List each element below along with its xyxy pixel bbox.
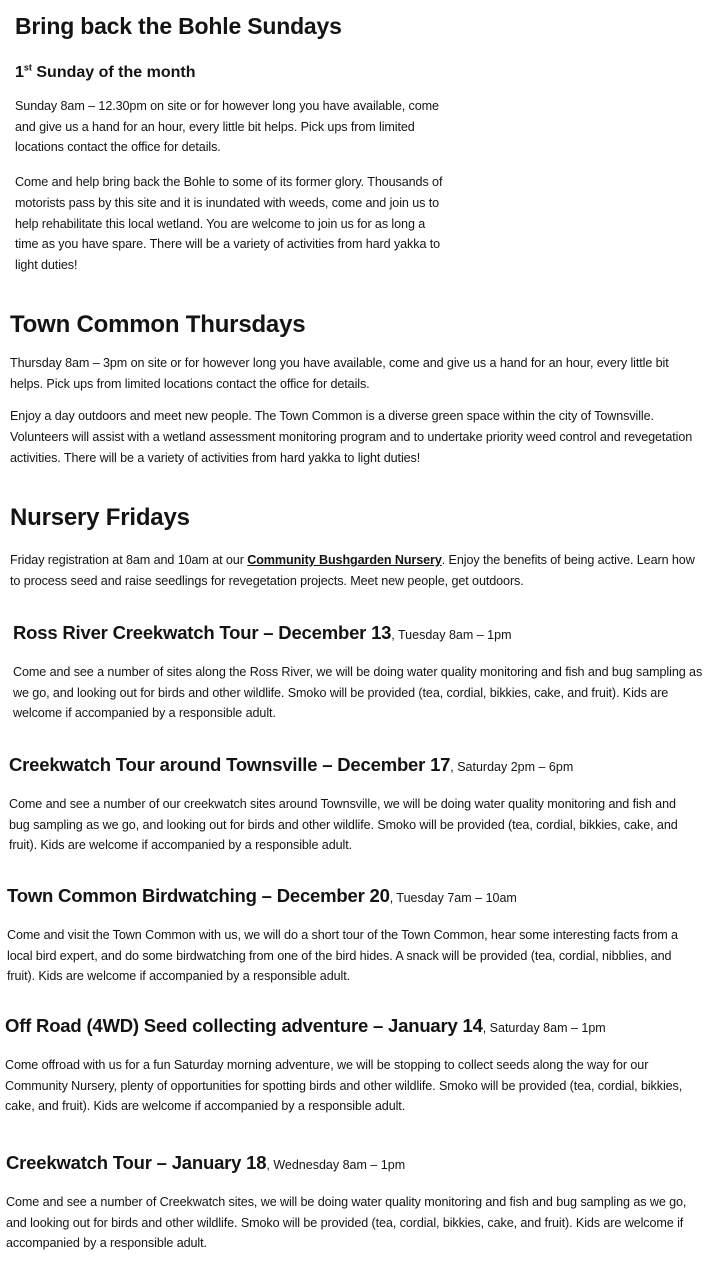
event-description: Come and see a number of Creekwatch sites, we will be doing water quality monitoring and fish and bug sampling as we go, and looking out for birds and other wildlife. Smoko will be provided (tea, cordial, bikkies, cake, and fruit). Kids are welcome if accompanied by a responsible adult. — [6, 1195, 687, 1251]
event-title — [5, 1013, 695, 1041]
nursery-text-after: . Enjoy the benefits of being active. Learn how to process seed and raise seedlings for revegetation projects. Meet new people, get outdoors. — [10, 553, 695, 588]
bohle-paragraph-1: Sunday 8am – 12.30pm on site or for however long you have available, come and give us a hand for an hour, every little bit helps. Pick ups from limited locations contact the office for details. — [15, 99, 439, 155]
event-title — [13, 620, 703, 648]
bohle-paragraph-2: Come and help bring back the Bohle to some of its former glory. Thousands of motorists pass by this site and it is inundated with weeds, come and join us to help rehabilitate this local wetland. You are welcome to join us for as long a time as you have spare. There will be a variety of activities from hard yakka to light duties! — [15, 175, 443, 272]
town-common-paragraph-2: Enjoy a day outdoors and meet new people. The Town Common is a diverse green space within the city of Townsville. Volunteers will assist with a wetland assessment monitoring program and to undertake priority weed control and revegetation activities. There will be a variety of activities from hard yakka to light duties! — [10, 409, 693, 465]
event-creekwatch-townsville — [9, 752, 699, 856]
event-title — [7, 883, 697, 911]
bohle-subtitle-num: 1 — [15, 64, 24, 81]
event-description: Come offroad with us for a fun Saturday morning adventure, we will be stopping to collect seeds along the way for our Community Nursery, plenty of opportunities for spotting birds and other wildlife. Smoko will be provided (tea, cordial, bikkies, cake, and fruit). Kids are welcome if accompanied by a responsible adult. — [5, 1058, 683, 1114]
section-town-common-thursdays — [10, 311, 700, 469]
town-common-title: Town Common Thursdays — [10, 311, 306, 338]
event-title — [6, 1150, 696, 1178]
event-title — [9, 752, 699, 780]
section-bohle-sundays — [15, 12, 447, 276]
bohle-subtitle-sup: st — [23, 62, 32, 73]
event-ross-river-creekwatch — [13, 620, 703, 724]
event-title-text: Town Common Birdwatching – December 20 — [7, 885, 390, 906]
nursery-text-before: Friday registration at 8am and 10am at our — [10, 553, 248, 567]
nursery-title: Nursery Fridays — [10, 504, 190, 531]
event-description: Come and see a number of sites along the Ross River, we will be doing water quality monitoring and fish and bug sampling as we go, and looking out for birds and other wildlife. Smoko will be provided (tea, cordial, bikkies, cake, and fruit). Kids are welcome if accompanied by a responsible adult. — [13, 665, 703, 721]
event-title-text: Off Road (4WD) Seed collecting adventure – January 14 — [5, 1015, 483, 1036]
section-nursery-fridays — [10, 504, 700, 591]
bohle-subtitle-rest: Sunday of the month — [31, 64, 196, 81]
event-title-text: Ross River Creekwatch Tour – December 13 — [13, 622, 392, 643]
community-bushgarden-nursery-link[interactable]: Community Bushgarden Nursery — [247, 553, 442, 567]
event-creekwatch-january — [6, 1150, 696, 1254]
event-time: , Saturday 2pm – 6pm — [450, 760, 574, 774]
event-title-text: Creekwatch Tour around Townsville – December 17 — [9, 754, 451, 775]
town-common-paragraph-1: Thursday 8am – 3pm on site or for however long you have available, come and give us a hand for an hour, every little bit helps. Pick ups from limited locations contact the office for details. — [10, 356, 669, 391]
event-off-road-seed-collecting — [5, 1013, 695, 1117]
nursery-paragraph — [10, 550, 700, 591]
event-description: Come and visit the Town Common with us, we will do a short tour of the Town Common, hear some interesting facts from a local bird expert, and do some birdwatching from one of the bird hides. A snack will be provided (tea, cordial, nibblies, and fruit). Kids are welcome if accompanied by a responsible adult. — [7, 928, 678, 984]
event-title-text: Creekwatch Tour – January 18 — [6, 1152, 267, 1173]
event-time: , Tuesday 8am – 1pm — [391, 628, 512, 642]
bohle-subtitle — [15, 62, 447, 84]
event-time: , Saturday 8am – 1pm — [482, 1021, 606, 1035]
event-time: , Wednesday 8am – 1pm — [266, 1158, 406, 1172]
event-time: , Tuesday 7am – 10am — [389, 891, 517, 905]
bohle-title: Bring back the Bohle Sundays — [15, 13, 342, 39]
event-town-common-birdwatching — [7, 883, 697, 987]
event-description: Come and see a number of our creekwatch sites around Townsville, we will be doing water quality monitoring and fish and bug sampling as we go, and looking out for birds and other wildlife. Smoko will be provided (tea, cordial, bikkies, cake, and fruit). Kids are welcome if accompanied by a responsible adult. — [9, 797, 678, 853]
